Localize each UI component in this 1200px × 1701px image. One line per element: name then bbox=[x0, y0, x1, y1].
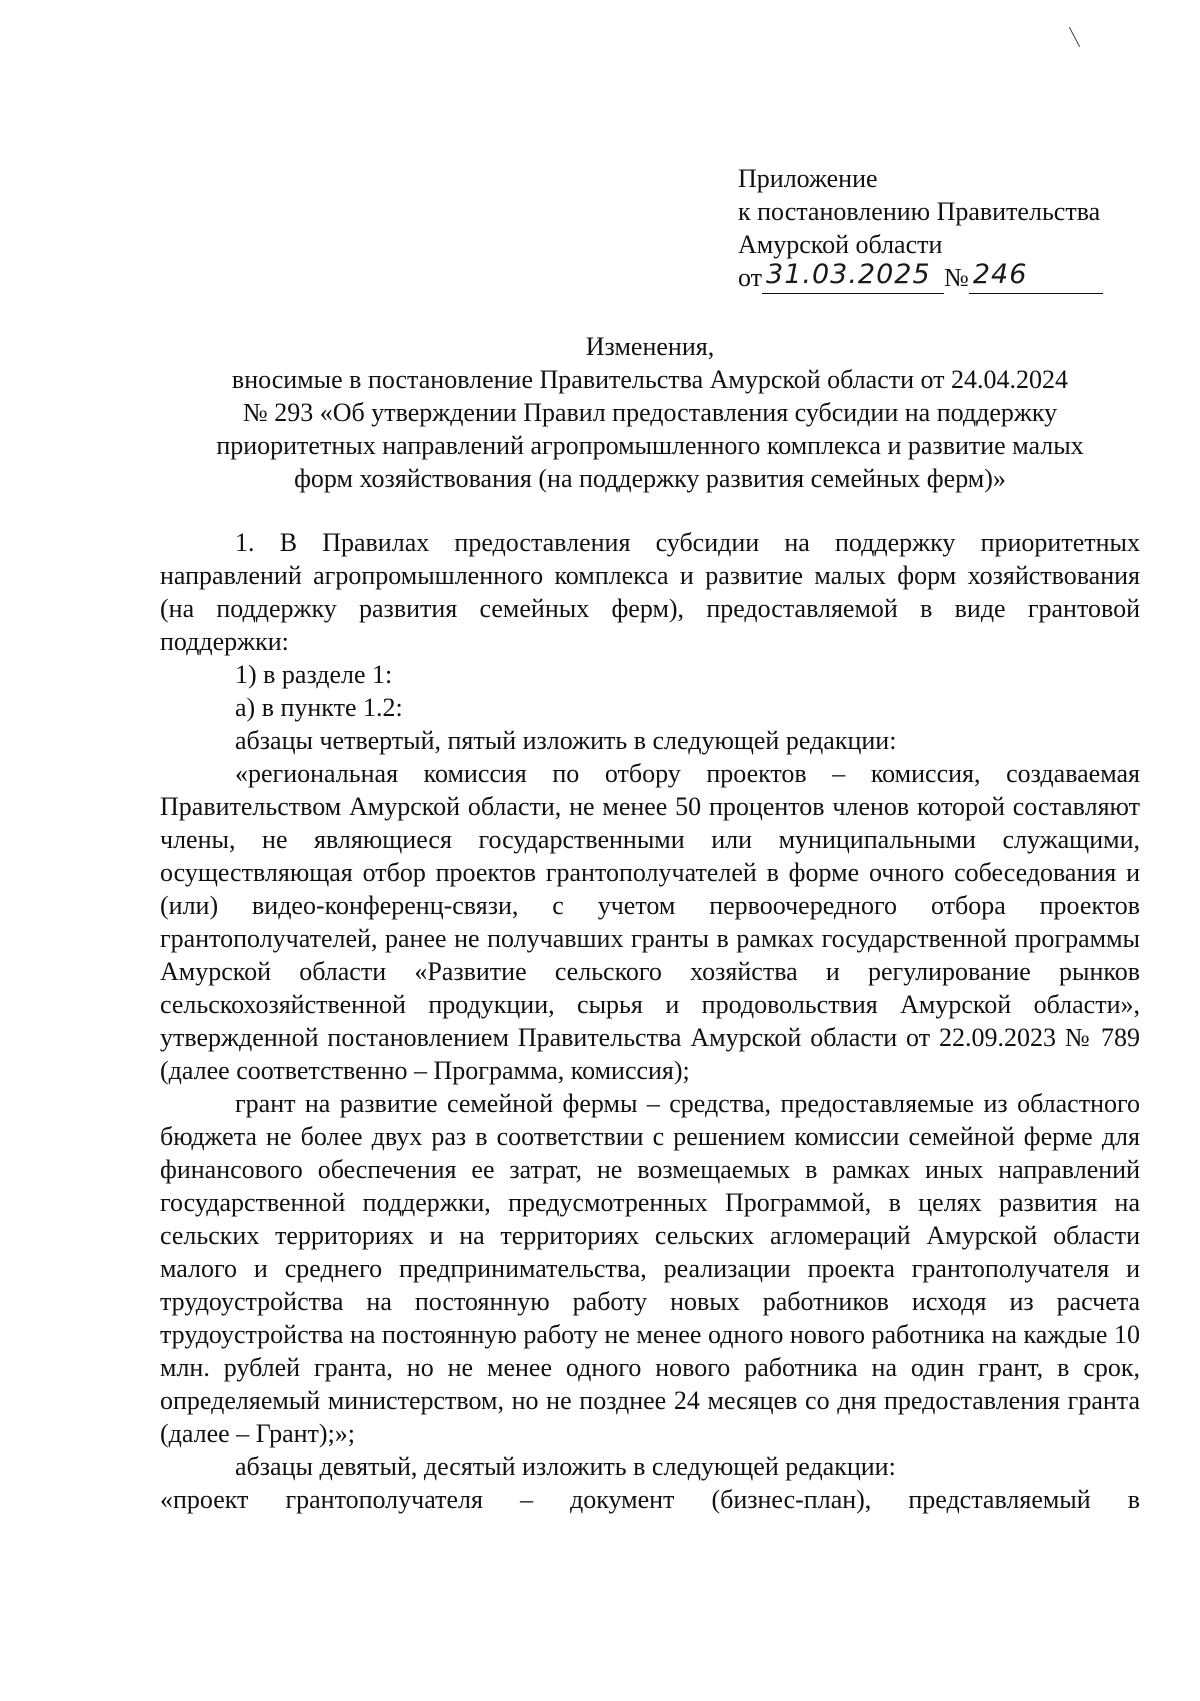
date-prefix: от bbox=[738, 263, 763, 292]
appendix-date-number bbox=[738, 261, 1178, 297]
title-line-4: приоритетных направлений агропромышленного комплекса и развитие малых bbox=[216, 431, 1084, 460]
paragraph-6: грант на развитие семейной фермы – средства, предоставляемые из областного бюджета не более двух раз в соответствии с решением комиссии семейной ферме для финансового обеспечения ее затрат, не возмещаемых в рамках иных направлений государственной поддержки, предусмотренных Программой, в целях развития на сельских территориях и на территориях сельских агломераций Амурской области малого и среднего предпринимательства, реализации проекта грантополучателя и трудоустройства на постоянную работу новых работников исходя из расчета трудоустройства на постоянную работу не менее одного нового работника на каждые 10 млн. рублей гранта, но не менее одного нового работника на один грант, в срок, определяемый министерством, но не позднее 24 месяцев со дня предоставления гранта (далее – Грант);»; bbox=[160, 1089, 1140, 1448]
date-field bbox=[762, 259, 944, 294]
appendix-header bbox=[738, 162, 1178, 297]
title-line-3: № 293 «Об утверждении Правил предоставления субсидии на поддержку bbox=[242, 398, 1058, 427]
number-prefix: № bbox=[944, 263, 969, 292]
paragraph-8: «проект грантополучателя – документ (бизнес-план), представляемый в bbox=[160, 1485, 1140, 1514]
scan-mark bbox=[1069, 27, 1080, 47]
number-field bbox=[969, 259, 1103, 294]
appendix-region: Амурской области bbox=[738, 230, 943, 259]
title-line-2: вносимые в постановление Правительства Амурской области от 24.04.2024 bbox=[231, 365, 1069, 394]
paragraph-3: а) в пункте 1.2: bbox=[235, 693, 403, 722]
document-title bbox=[160, 330, 1140, 495]
paragraph-5: «региональная комиссия по отбору проектов – комиссия, создаваемая Правительством Амурской области, не менее 50 процентов членов которой составляют члены, не являющиеся государственными или муниципальными служащими, осуществляющая отбор проектов грантополучателей в форме очного собеседования и (или) видео-конференц-связи, с учетом первоочередного отбора проектов грантополучателей, ранее не получавших гранты в рамках государственной программы Амурской области «Развитие сельского хозяйства и регулирование рынков сельскохозяйственной продукции, сырья и продовольствия Амурской области», утвержденной постановлением Правительства Амурской области от 22.09.2023 № 789 (далее соответственно – Программа, комиссия); bbox=[160, 759, 1140, 1085]
document-body bbox=[160, 526, 1140, 1516]
appendix-resolution-ref: к постановлению Правительства bbox=[738, 197, 1101, 226]
paragraph-7: абзацы девятый, десятый изложить в следующей редакции: bbox=[235, 1452, 896, 1481]
appendix-label: Приложение bbox=[738, 164, 878, 193]
title-line-1: Изменения, bbox=[585, 332, 715, 361]
paragraph-1: 1. В Правилах предоставления субсидии на поддержку приоритетных направлений агропромышленного комплекса и развитие малых форм хозяйствования (на поддержку развития семейных ферм), предоставляемой в виде грантовой поддержки: bbox=[160, 528, 1140, 656]
handwritten-number: 246 bbox=[972, 259, 1028, 290]
paragraph-4: абзацы четвертый, пятый изложить в следующей редакции: bbox=[235, 726, 897, 755]
handwritten-date: 31.03.2025 bbox=[766, 259, 931, 290]
paragraph-2: 1) в разделе 1: bbox=[235, 660, 393, 689]
title-line-5: форм хозяйствования (на поддержку развития семейных ферм)» bbox=[294, 464, 1006, 493]
